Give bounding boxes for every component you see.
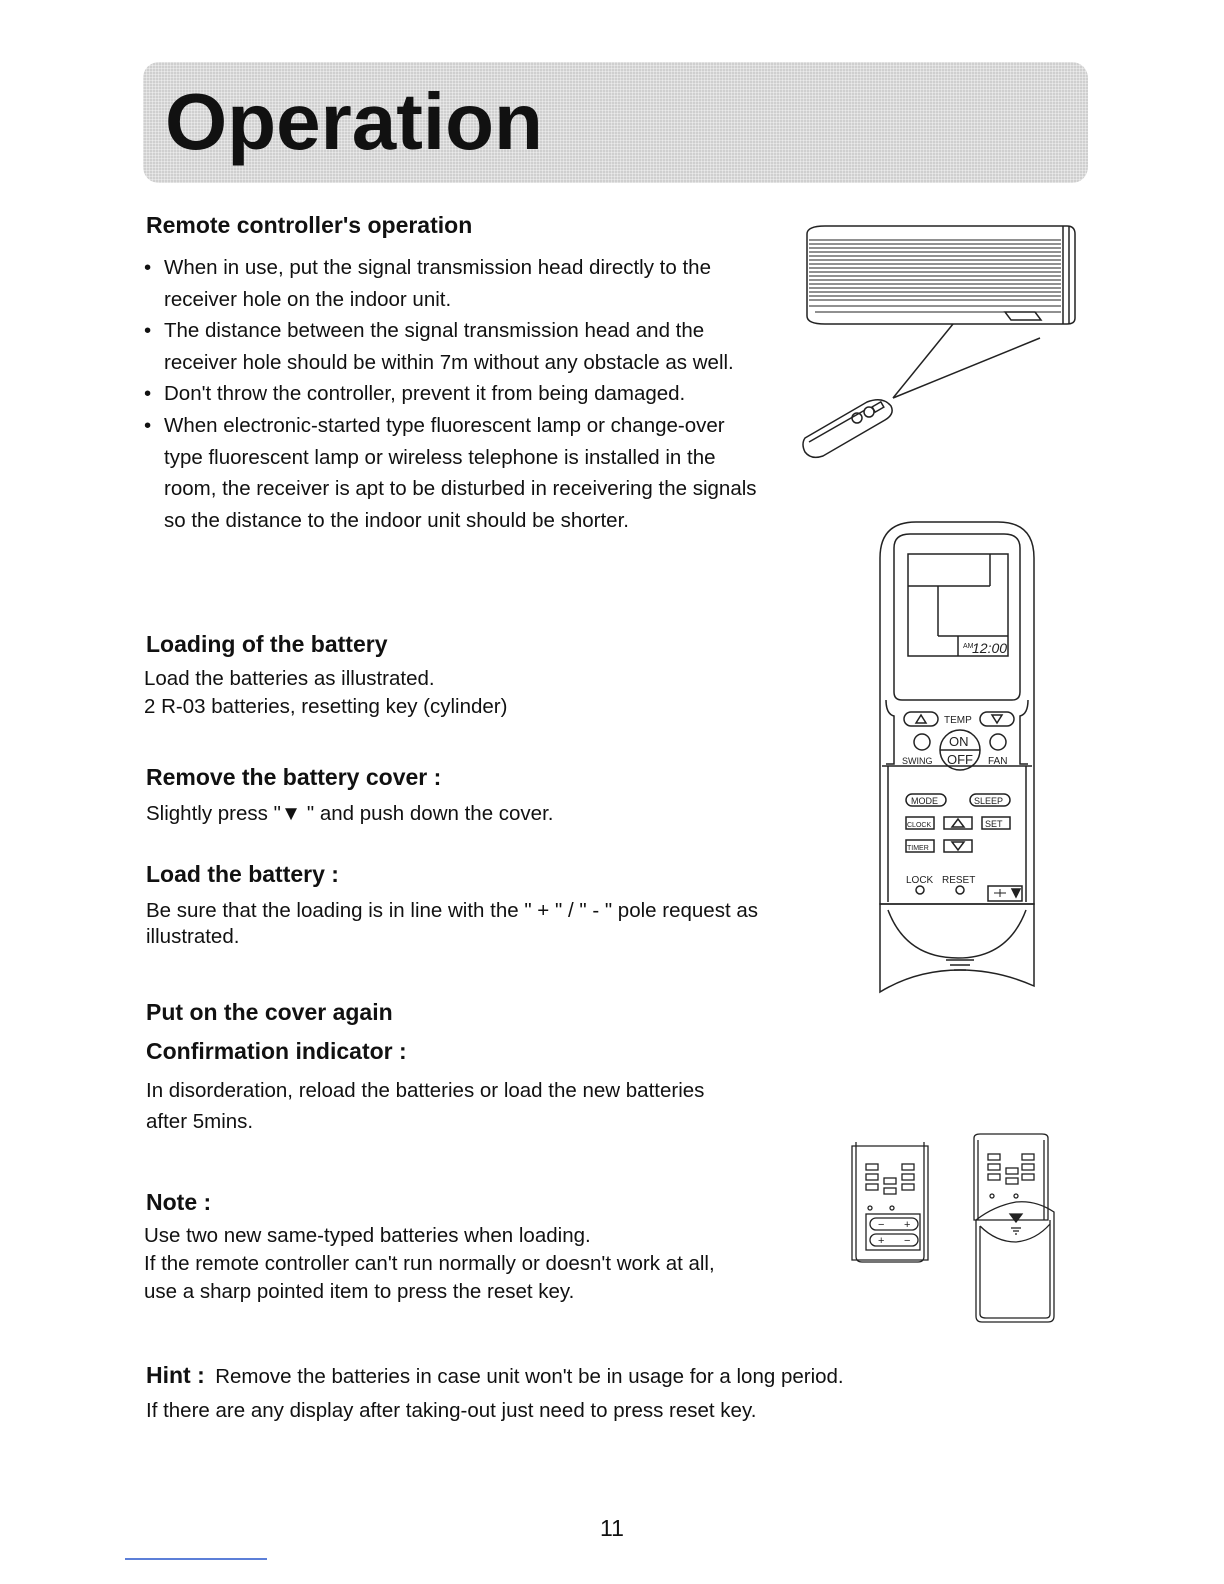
triangle-up-icon [952, 819, 964, 827]
bullet-line: Don't throw the controller, prevent it from being damaged. [164, 382, 686, 405]
loading-heading: Loading of the battery [146, 631, 388, 657]
bullet-icon: • [144, 414, 152, 437]
note-heading: Note : [146, 1189, 212, 1215]
hint-block [146, 1362, 844, 1389]
bullet-line: so the distance to the indoor unit should be shorter. [164, 508, 629, 532]
page-number: 11 [600, 1515, 624, 1541]
clock-label: CLOCK [907, 822, 932, 829]
footer-rule [125, 1558, 267, 1560]
display-time: 12:00 [972, 640, 1008, 656]
swing-button [914, 734, 930, 750]
load-battery-line: Be sure that the loading is in line with the " + " / " - " pole request as [146, 899, 758, 922]
battery-cover [880, 904, 1034, 992]
load-battery-heading: Load the battery : [146, 861, 339, 887]
loading-line: 2 R-03 batteries, resetting key (cylinder) [144, 695, 508, 718]
remote-battery-open-illustration [846, 1136, 936, 1268]
signal-line [893, 338, 1040, 398]
display-am: AM [963, 643, 974, 650]
remove-cover-text: Slightly press "▼ " and push down the cover. [146, 802, 554, 825]
set-label: SET [985, 819, 1003, 829]
bullet-icon: • [144, 319, 152, 342]
remote-controller-illustration [876, 518, 1038, 994]
bullet-line: When electronic-started type fluorescent lamp or change-over [164, 414, 725, 437]
lock-button [916, 886, 924, 894]
loading-line: Load the batteries as illustrated. [144, 667, 435, 690]
on-label: ON [949, 734, 969, 749]
battery-compartment [866, 1214, 920, 1250]
indoor-unit-illustration [795, 220, 1085, 465]
confirmation-heading: Confirmation indicator : [146, 1038, 407, 1064]
remove-cover-heading: Remove the battery cover : [146, 764, 442, 790]
hint-line: Remove the batteries in case unit won't be in usage for a long period. [215, 1365, 844, 1388]
sleep-label: SLEEP [974, 796, 1004, 806]
timer-label: TIMER [907, 845, 929, 852]
bullet-item [144, 252, 711, 315]
bullet-line: receiver hole should be within 7m without any obstacle as well. [164, 350, 734, 374]
hint-line: If there are any display after taking-out just need to press reset key. [146, 1399, 757, 1422]
release-arrow-icon [1010, 1214, 1022, 1222]
triangle-down-icon [992, 715, 1002, 723]
temp-label: TEMP [944, 715, 972, 726]
bullet-item [144, 378, 686, 410]
bullet-line: When in use, put the signal transmission head directly to the [164, 256, 711, 279]
load-battery-line: illustrated. [146, 925, 240, 948]
bullet-line: type fluorescent lamp or wireless telephone is installed in the [164, 445, 716, 469]
bullet-icon: • [144, 382, 152, 405]
fan-button [990, 734, 1006, 750]
note-text [144, 1222, 715, 1306]
reset-button [956, 886, 964, 894]
put-cover-heading: Put on the cover again [146, 999, 393, 1025]
loading-text [144, 665, 507, 721]
swing-label: SWING [902, 756, 933, 766]
battery-minus: − [904, 1235, 911, 1247]
release-arrow-icon [1012, 889, 1020, 897]
confirmation-line: after 5mins. [146, 1110, 254, 1133]
handheld-remote-small [803, 400, 892, 458]
bullet-icon: • [144, 256, 152, 279]
page-title: Operation [165, 77, 543, 166]
display-bezel [894, 534, 1020, 700]
triangle-up-icon [916, 715, 926, 723]
confirmation-line: In disorderation, reload the batteries or load the new batteries [146, 1079, 705, 1102]
bullet-line: room, the receiver is apt to be disturbed in receivering the signals [164, 477, 757, 500]
note-line: If the remote controller can't run normally or doesn't work at all, [144, 1252, 715, 1275]
confirmation-text [146, 1075, 704, 1137]
battery-minus: − [878, 1219, 885, 1231]
hint-label: Hint : [146, 1362, 205, 1388]
indoor-unit-body [807, 226, 1075, 324]
bullet-line: The distance between the signal transmission head and the [164, 319, 705, 342]
note-line: Use two new same-typed batteries when loading. [144, 1224, 591, 1247]
remote-cover-closed-illustration [966, 1130, 1062, 1326]
mode-label: MODE [911, 796, 938, 806]
off-label: OFF [947, 752, 973, 767]
triangle-down-icon [952, 842, 964, 850]
bullet-line: receiver hole on the indoor unit. [164, 287, 452, 311]
fan-label: FAN [988, 756, 1008, 767]
remote-operation-heading: Remote controller's operation [146, 212, 473, 238]
reset-label: RESET [942, 875, 976, 886]
bullet-item [144, 410, 757, 536]
battery-plus: + [904, 1219, 911, 1231]
load-battery-text [146, 898, 758, 950]
battery-plus: + [878, 1235, 885, 1247]
lock-label: LOCK [906, 875, 934, 886]
signal-line [893, 324, 953, 398]
bullet-item [144, 315, 734, 378]
note-line: use a sharp pointed item to press the reset key. [144, 1280, 575, 1303]
